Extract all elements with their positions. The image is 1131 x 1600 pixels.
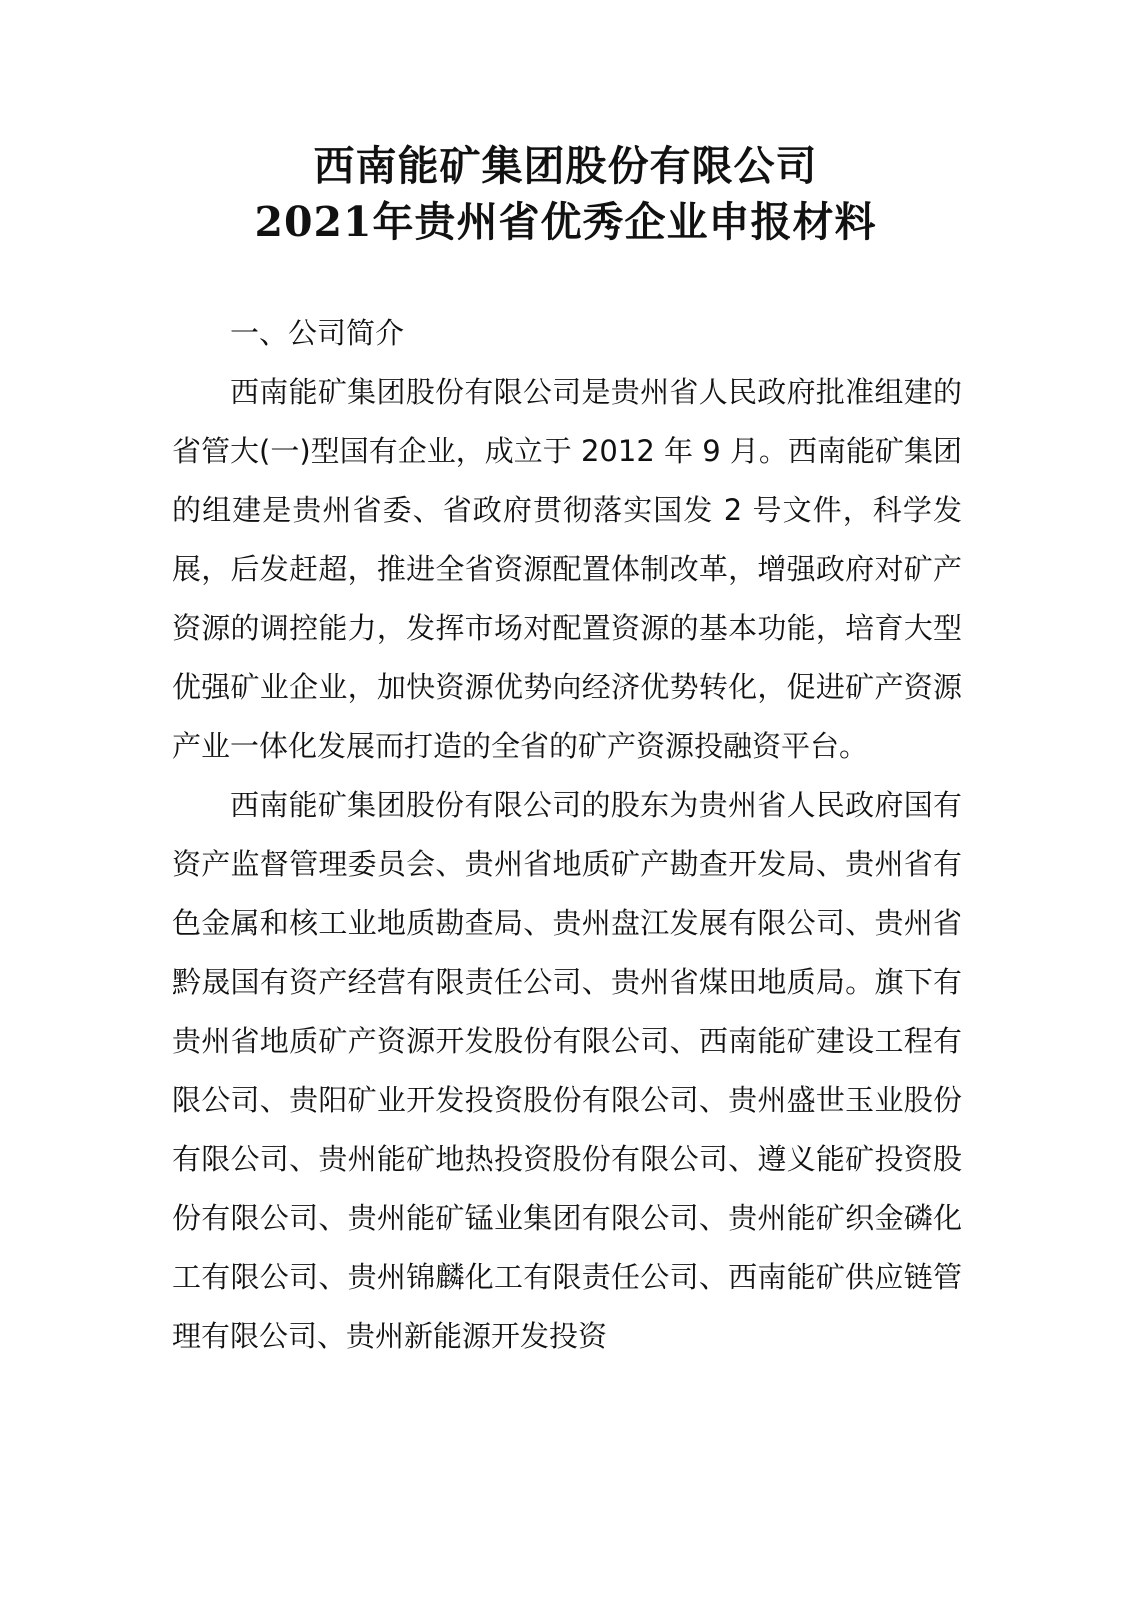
paragraph-intro: 西南能矿集团股份有限公司是贵州省人民政府批准组建的省管大(一)型国有企业，成立于 2012 年 9 月。西南能矿集团的组建是贵州省委、省政府贯彻落实国发 2 号文件，科学发展，后发赶超，推进全省资源配置体制改革，增强政府对矿产资源的调控能力，发挥市场对配置资源的基本功能，培育大型优强矿业企业，加快资源优势向经济优势转化，促进矿产资源产业一体化发展而打造的全省的矿产资源投融资平台。 — [172, 375, 962, 763]
title-line-2: 2021年贵州省优秀企业申报材料 — [254, 198, 877, 246]
document-title — [0, 138, 1131, 250]
document-body — [172, 304, 962, 1366]
section-heading: 一、公司简介 — [230, 316, 405, 350]
title-line-1: 西南能矿集团股份有限公司 — [313, 142, 818, 190]
paragraph-shareholders: 西南能矿集团股份有限公司的股东为贵州省人民政府国有资产监督管理委员会、贵州省地质矿产勘查开发局、贵州省有色金属和核工业地质勘查局、贵州盘江发展有限公司、贵州省黔晟国有资产经营有限责任公司、贵州省煤田地质局。旗下有贵州省地质矿产资源开发股份有限公司、西南能矿建设工程有限公司、贵阳矿业开发投资股份有限公司、贵州盛世玉业股份有限公司、贵州能矿地热投资股份有限公司、遵义能矿投资股份有限公司、贵州能矿锰业集团有限公司、贵州能矿织金磷化工有限公司、贵州锦麟化工有限责任公司、西南能矿供应链管理有限公司、贵州新能源开发投资 — [172, 788, 962, 1353]
